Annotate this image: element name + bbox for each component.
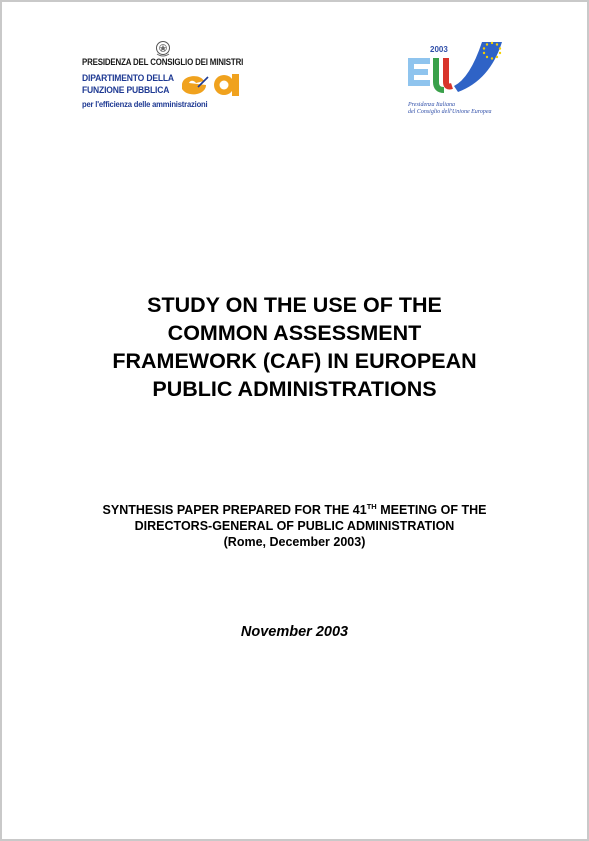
eu-caption-line-1: Presidenza Italiana [408,102,455,108]
title-line-2: COMMON ASSESSMENT [167,321,422,345]
presidenza-text: PRESIDENZA DEL CONSIGLIO DEI MINISTRI [82,57,244,67]
document-date: November 2003 [240,624,349,640]
dipartimento-line-2: FUNZIONE PUBBLICA [82,85,170,96]
eu-caption [408,102,492,116]
eu-presidency-2003-icon [406,38,516,104]
synthesis-line-1-sup: TH [366,502,377,511]
dipartimento-text [82,73,174,97]
document-title [42,291,547,403]
eu-presidency-logo [406,38,516,118]
synthesis-line-1 [42,502,547,518]
ea-logo-icon [178,71,246,99]
title-line-1: STUDY ON THE USE OF THE [147,293,442,317]
funzione-pubblica-logo [82,40,252,115]
title-line-4: PUBLIC ADMINISTRATIONS [152,377,437,401]
eu-caption-line-2: del Consiglio dell'Unione Europea [408,109,492,115]
synthesis-line-1-after: MEETING OF THE [376,503,487,517]
synthesis-line-2: DIRECTORS-GENERAL OF PUBLIC ADMINISTRATION [134,519,455,533]
dipartimento-line-1: DIPARTIMENTO DELLA [82,73,174,84]
synthesis-line-1-before: SYNTHESIS PAPER PREPARED FOR THE 41 [102,503,367,517]
synthesis-subtitle [42,502,547,550]
italian-republic-emblem-icon [155,40,171,58]
eu-year-label: 2003 [430,45,448,54]
title-line-3: FRAMEWORK (CAF) IN EUROPEAN [112,349,477,373]
synthesis-line-3: (Rome, December 2003) [223,535,366,549]
efficienza-text: per l'efficienza delle amministrazioni [82,99,208,109]
